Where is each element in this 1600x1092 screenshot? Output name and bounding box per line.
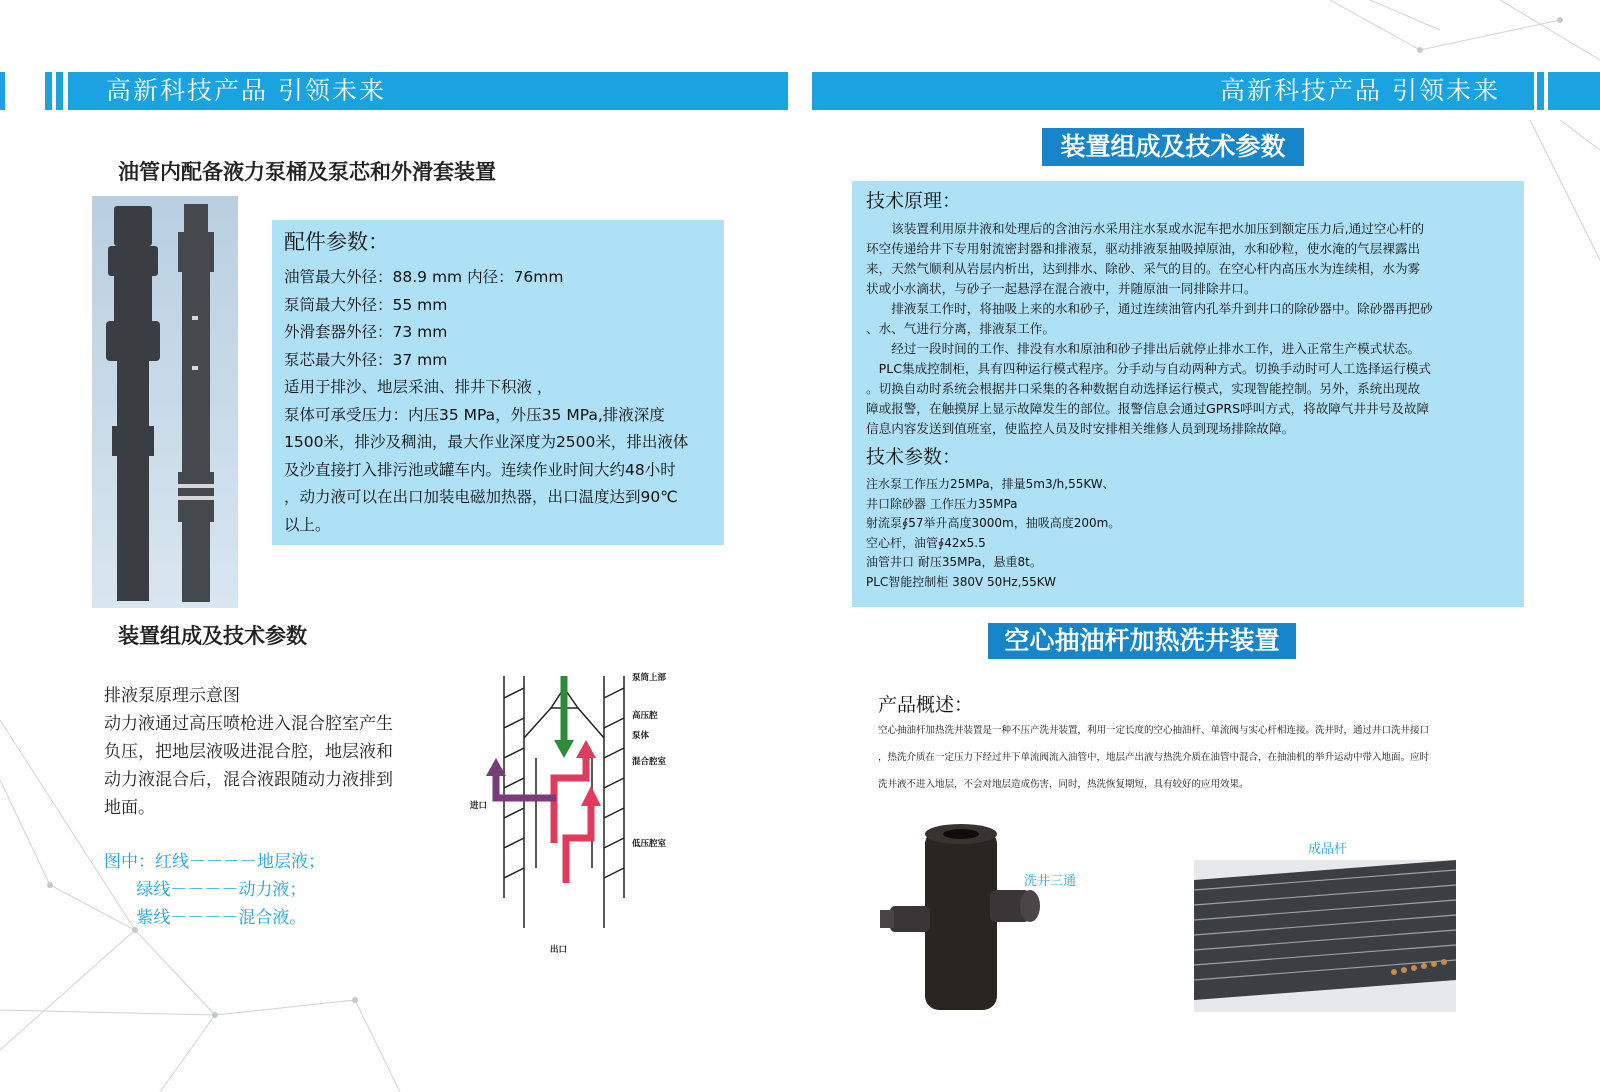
pump-principle-diagram (466, 668, 714, 960)
tech-param-line: 油管井口 耐压35MPa，悬重8t。 (866, 555, 1042, 569)
diagram-label: 进口 (470, 801, 488, 811)
section-title-pump-barrel: 油管内配备液力泵桶及泵芯和外滑套装置 (118, 160, 496, 184)
principle-title: 技术原理： (866, 190, 962, 212)
principle-line: 环空传递给井下专用射流密封器和排液泵，驱动排液泵抽吸掉原油，水和砂粒，使水淹的气层裸露出 (866, 241, 1421, 256)
principle-line: 信息内容发送到值班室，使监控人员及时安排相关维修人员到现场排除故障。 (866, 421, 1295, 436)
header-stripe (56, 72, 63, 110)
params-line: 泵体可承受压力：内压35 MPa，外压35 MPa,排液深度 (284, 405, 665, 424)
accessory-params-box (272, 220, 724, 545)
header-slogan-left: 高新科技产品 引领未来 (106, 76, 386, 105)
header-stripe (45, 72, 52, 110)
params-line: 泵筒最大外径：55 mm (284, 295, 448, 314)
principle-line: 。切换自动时系统会根据井口采集的各种数据自动选择运行模式，实现智能控制。另外，系统出现故 (866, 381, 1421, 396)
diagram-label: 泵筒上部 (632, 673, 667, 683)
tech-principle-box (852, 181, 1524, 607)
params-line: 1500米，排沙及稠油，最大作业深度为2500米，排出液体 (284, 433, 689, 451)
header-stripe (0, 72, 5, 110)
params-title: 配件参数： (284, 230, 389, 254)
section-title-device: 装置组成及技术参数 (118, 624, 307, 648)
tech-param-line: 注水泵工作压力25MPa，排量5m3/h,55KW、 (866, 477, 1115, 491)
params-line: 适用于排沙、地层采油、排井下积液 ， (284, 378, 553, 396)
washing-tee-photo (880, 820, 1050, 1020)
header-stripe (1537, 72, 1544, 110)
tech-param-line: 空心杆，油管∮42x5.5 (866, 535, 986, 550)
diagram-label: 泵体 (632, 731, 650, 741)
caption-finished-rods: 成品杆 (1308, 842, 1348, 857)
diagram-label: 出口 (550, 945, 568, 955)
desc-line: 动力液混合后，混合液跟随动力液排到 (104, 770, 393, 790)
diagram-label: 低压腔室 (632, 839, 667, 849)
principle-line: 障或报警，在触摸屏上显示故障发生的部位。报警信息会通过GPRS呼叫方式，将故障气井井号及故障 (866, 401, 1430, 416)
overview-line: 洗井液不进入地层，不会对地层造成伤害，同时，热洗恢复期短，具有较好的应用效果。 (878, 779, 1249, 790)
principle-line: 、水、气进行分离，排液泵工作。 (866, 321, 1055, 336)
desc-line: 负压，把地层液吸进混合腔，地层液和 (104, 742, 393, 762)
pump-description (104, 682, 434, 822)
params-title: 技术参数： (866, 446, 962, 468)
params-line: 外滑套器外径：73 mm (284, 323, 448, 341)
overview-text (878, 717, 1578, 798)
badge-device-params: 装置组成及技术参数 (1042, 128, 1304, 166)
legend-line: 绿线－－－－动力液； (104, 880, 307, 900)
params-line: 及沙直接打入排污池或罐车内。连续作业时间大约48小时 (284, 460, 676, 479)
overview-title: 产品概述： (878, 694, 974, 716)
principle-line: 状或小水滴状，与砂子一起悬浮在混合液中，并随原油一同排除井口。 (866, 281, 1257, 296)
params-line: ，动力液可以在出口加装电磁加热器，出口温度达到90℃ (284, 488, 678, 506)
principle-line: 排液泵工作时，将抽吸上来的水和砂子，通过连续油管内孔举升到井口的除砂器中。除砂器再把砂 (866, 301, 1433, 316)
diagram-label: 混合腔室 (632, 757, 667, 767)
params-line: 油管最大外径：88.9 mm 内径：76mm (284, 268, 564, 286)
tech-param-line: PLC智能控制柜 380V 50Hz,55KW (866, 574, 1057, 589)
legend-line: 图中：红线－－－－地层液； (104, 852, 325, 872)
principle-line: 经过一段时间的工作、排没有水和原油和砂子排出后就停止排水工作，进入正常生产模式状态。 (866, 341, 1421, 356)
principle-line: 来，天然气顺利从岩层内析出，达到排水、除砂、采气的目的。在空心杆内高压水为连续相，水为雾 (866, 261, 1421, 276)
header-stripe (1548, 72, 1600, 110)
caption-washing-tee: 洗井三通 (1024, 874, 1077, 889)
tech-param-line: 井口除砂器 工作压力35MPa (866, 496, 1018, 511)
legend-line: 紫线－－－－混合液。 (104, 908, 307, 928)
principle-line: PLC集成控制柜，具有四种运行模式程序。分手动与自动两种方式。切换手动时可人工选择运行模式 (866, 361, 1431, 376)
overview-line: 空心抽油杆加热洗井装置是一种不压产洗井装置，利用一定长度的空心抽油杆、单流阀与实心杆相连接。洗井时，通过井口洗井接口 (878, 725, 1430, 736)
params-line: 泵芯最大外径：37 mm (284, 350, 448, 369)
color-legend (104, 848, 434, 932)
badge-hollow-rod-device: 空心抽油杆加热洗井装置 (988, 623, 1296, 659)
overview-line: ，热洗介质在一定压力下经过井下单流阀流入油管中，地层产出液与热洗介质在油管中混合，在抽油机的举升运动中带入地面。应时 (878, 752, 1430, 763)
tech-param-line: 射流泵∮57举升高度3000m，抽吸高度200m。 (866, 516, 1121, 530)
header-slogan-right: 高新科技产品 引领未来 (1220, 76, 1500, 105)
pump-photo (92, 196, 238, 608)
principle-line: 该装置利用原井液和处理后的含油污水采用注水泵或水泥车把水加压到额定压力后,通过空心杆的 (866, 221, 1425, 236)
params-line: 以上。 (284, 515, 331, 534)
desc-line: 地面。 (104, 798, 155, 818)
desc-line: 排液泵原理示意图 (104, 686, 240, 706)
diagram-label: 高压腔 (632, 711, 658, 721)
desc-line: 动力液通过高压喷枪进入混合腔室产生 (104, 714, 393, 734)
finished-rods-photo (1194, 860, 1456, 1012)
